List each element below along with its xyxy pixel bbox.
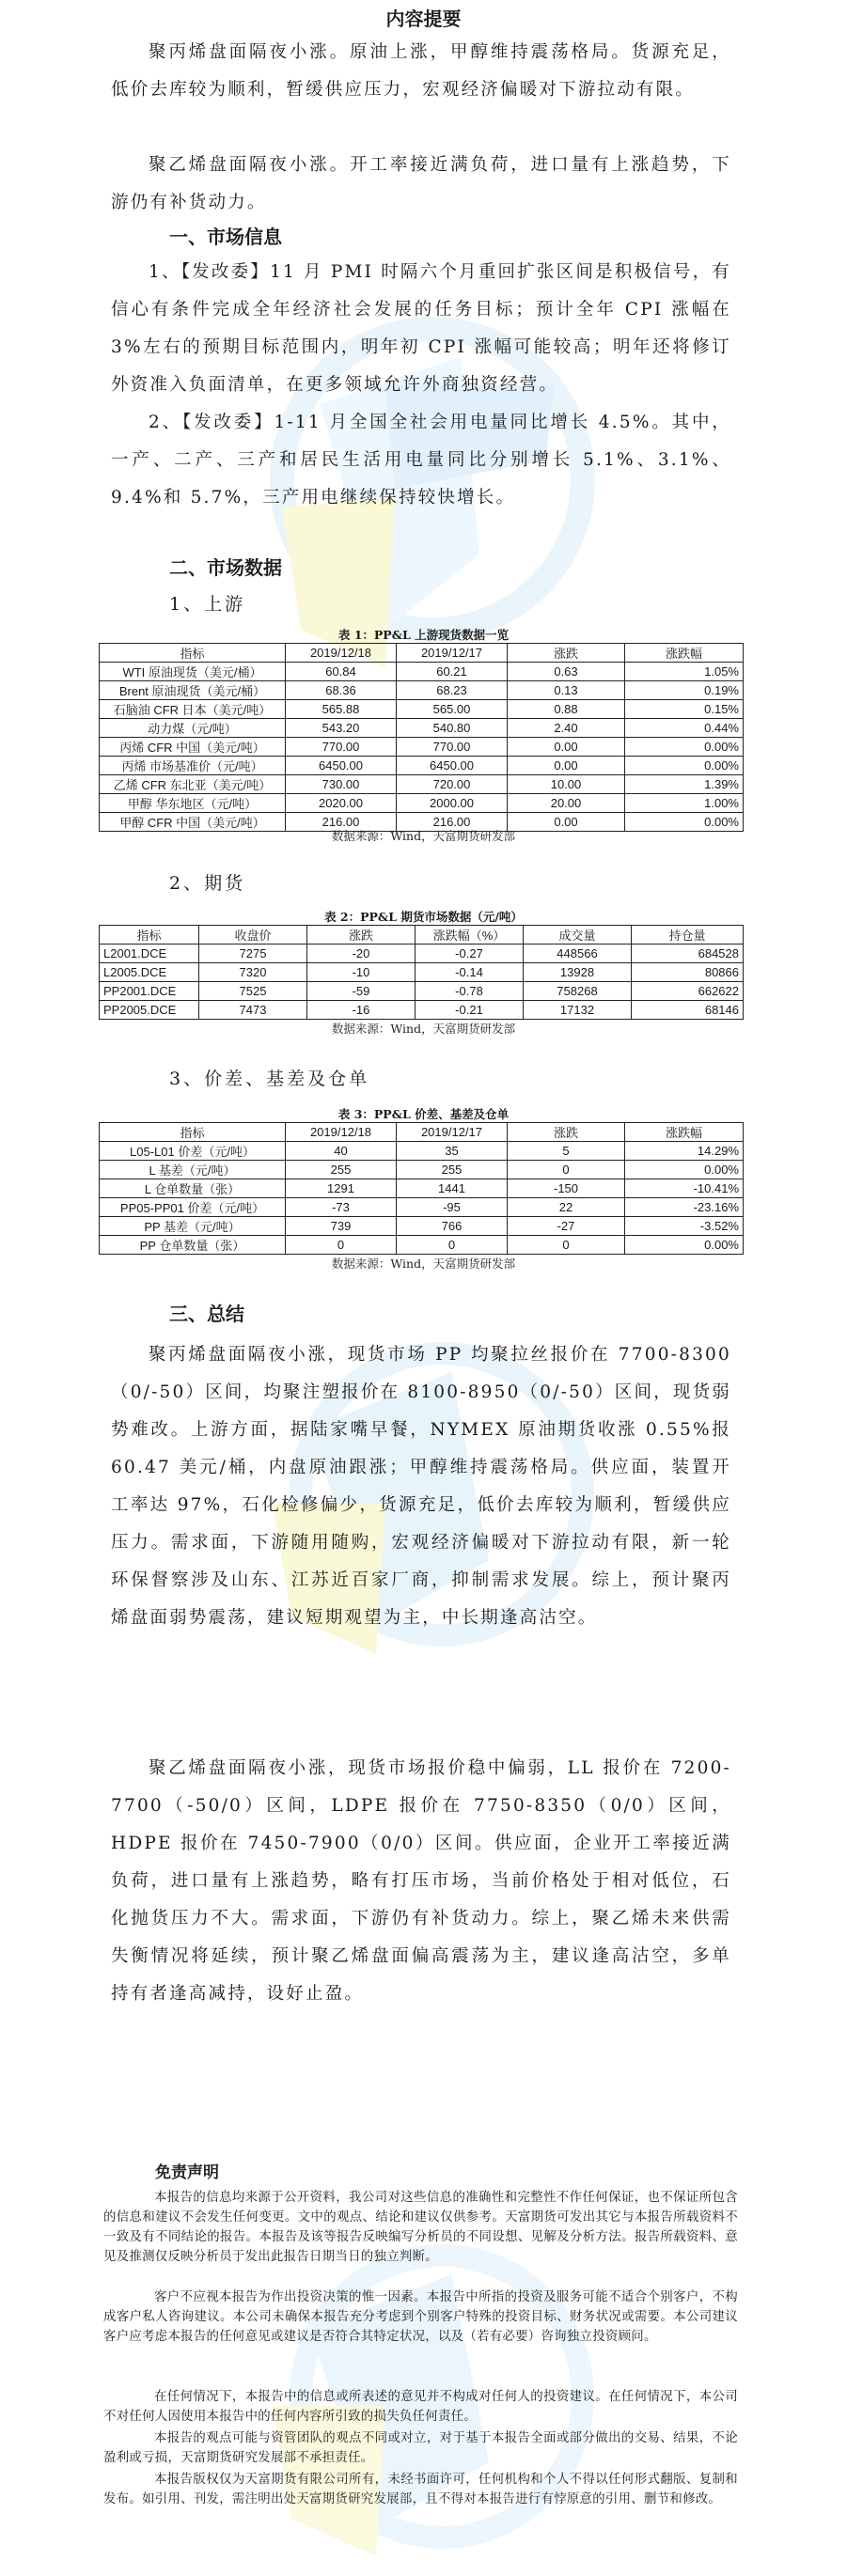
table-cell: 255 bbox=[397, 1161, 508, 1179]
table-cell: 0.13 bbox=[508, 681, 625, 700]
table-cell: 255 bbox=[286, 1161, 397, 1179]
table-cell: 甲醇 CFR 中国（美元/吨） bbox=[100, 813, 286, 832]
column-header: 指标 bbox=[100, 1123, 286, 1142]
table-cell: PP2005.DCE bbox=[100, 1001, 199, 1020]
table-cell: 684528 bbox=[632, 945, 744, 963]
table-cell: 540.80 bbox=[397, 719, 508, 738]
section-heading-market-data: 二、市场数据 bbox=[169, 556, 282, 579]
table-cell: -10.41% bbox=[625, 1179, 744, 1198]
table-cell: 1441 bbox=[397, 1179, 508, 1198]
market-info-paragraph: 2、【发改委】1-11 月全国全社会用电量同比增长 4.5%。其中，一产、二产、三产和居民生活用电量同比分别增长 5.1%、3.1%、9.4%和 5.7%，三产用电继续保持较快增长。 bbox=[111, 413, 731, 507]
table-cell: PP05-PP01 价差（元/吨） bbox=[100, 1198, 286, 1217]
section-heading-market-info: 一、市场信息 bbox=[169, 226, 282, 248]
column-header: 成交量 bbox=[524, 926, 632, 945]
table-cell: 7473 bbox=[199, 1001, 307, 1020]
column-header: 2019/12/17 bbox=[397, 644, 508, 663]
table-cell: L 仓单数量（张） bbox=[100, 1179, 286, 1198]
table-cell: 丙烯 CFR 中国（美元/吨） bbox=[100, 738, 286, 757]
table-cell: 0.00 bbox=[508, 813, 625, 832]
table-row bbox=[100, 945, 744, 963]
table-cell: 1291 bbox=[286, 1179, 397, 1198]
table-cell: 68.36 bbox=[286, 681, 397, 700]
table-cell: 0.00% bbox=[625, 738, 744, 757]
table-cell: 0.00% bbox=[625, 813, 744, 832]
table-row bbox=[100, 1179, 744, 1198]
table-cell: 0.00% bbox=[625, 1236, 744, 1255]
table2-source: 数据来源：Wind，天富期货研发部 bbox=[331, 1022, 516, 1036]
column-header: 收盘价 bbox=[199, 926, 307, 945]
table-cell: 2000.00 bbox=[397, 794, 508, 813]
table-cell: 0 bbox=[286, 1236, 397, 1255]
table-cell: 甲醇 华东地区（元/吨） bbox=[100, 794, 286, 813]
subheading-spread-basis: 3、价差、基差及仓单 bbox=[169, 1069, 370, 1089]
table-cell: 68.23 bbox=[397, 681, 508, 700]
table-cell: 0.19% bbox=[625, 681, 744, 700]
table-cell: L2005.DCE bbox=[100, 963, 199, 982]
table-cell: 0 bbox=[397, 1236, 508, 1255]
table-row bbox=[100, 719, 744, 738]
table-cell: 石脑油 CFR 日本（美元/吨） bbox=[100, 700, 286, 719]
table-cell: WTI 原油现货（美元/桶） bbox=[100, 663, 286, 681]
disclaimer-paragraph: 本报告版权仅为天富期货有限公司所有，未经书面许可，任何机构和个人不得以任何形式翻版、复制和发布。如引用、刊发，需注明出处天富期货研究发展部，且不得对本报告进行有悖原意的引用、删节和修改。 bbox=[103, 2473, 738, 2506]
table-header-row bbox=[100, 926, 744, 945]
table-cell: 2020.00 bbox=[286, 794, 397, 813]
table-cell: -23.16% bbox=[625, 1198, 744, 1217]
table-cell: 80866 bbox=[632, 963, 744, 982]
table-cell: L05-L01 价差（元/吨） bbox=[100, 1142, 286, 1161]
column-header: 2019/12/18 bbox=[286, 644, 397, 663]
table-cell: 乙烯 CFR 东北亚（美元/吨） bbox=[100, 775, 286, 794]
section-heading-summary: 三、总结 bbox=[169, 1303, 244, 1325]
table-cell: 动力煤（元/吨） bbox=[100, 719, 286, 738]
market-info-paragraph: 1、【发改委】11 月 PMI 时隔六个月重回扩张区间是积极信号，有信心有条件完成全年经济社会发展的任务目标；预计全年 CPI 涨幅在 3%左右的预期目标范围内，明年初 CPI 涨幅可能较高；明年还将修订外资准入负面清单，在更多领域允许外商独资经营。 bbox=[111, 262, 731, 395]
table-cell: 216.00 bbox=[397, 813, 508, 832]
table-row bbox=[100, 738, 744, 757]
table-cell: PP 仓单数量（张） bbox=[100, 1236, 286, 1255]
table-cell: 662622 bbox=[632, 982, 744, 1001]
column-header: 指标 bbox=[100, 926, 199, 945]
table-cell: 0.00% bbox=[625, 1161, 744, 1179]
table-row bbox=[100, 775, 744, 794]
table-cell: 7320 bbox=[199, 963, 307, 982]
table3-caption: 表 3：PP&L 价差、基差及仓单 bbox=[337, 1107, 510, 1121]
page-title: 内容提要 bbox=[385, 8, 462, 30]
column-header: 指标 bbox=[100, 644, 286, 663]
table-cell: 22 bbox=[508, 1198, 625, 1217]
table-header-row bbox=[100, 1123, 744, 1142]
table-cell: -59 bbox=[307, 982, 416, 1001]
table-cell: -95 bbox=[397, 1198, 508, 1217]
summary-pe-paragraph: 聚乙烯盘面隔夜小涨，现货市场报价稳中偏弱，LL 报价在 7200-7700（-50/0）区间，LDPE 报价在 7750-8350（0/0）区间，HDPE 报价在 7450-7900（0/0）区间。供应面，企业开工率接近满负荷，进口量有上涨趋势，略有打压市场，当前价格处于相对低位，石化抛货压力不大。需求面，下游仍有补货动力。综上，聚乙烯未来供需失衡情况将延续，预计聚乙烯盘面偏高震荡为主，建议逢高沽空，多单持有者逢高减持，设好止盈。 bbox=[111, 1758, 732, 2004]
disclaimer-paragraph: 在任何情况下，本报告中的信息或所表述的意见并不构成对任何人的投资建议。在任何情况下，本公司不对任何人因使用本报告中的任何内容所引致的损失负任何责任。 bbox=[103, 2390, 738, 2424]
table-row bbox=[100, 1161, 744, 1179]
table-cell: -27 bbox=[508, 1217, 625, 1236]
table1-source: 数据来源：Wind，天富期货研发部 bbox=[331, 829, 516, 843]
table-cell: -0.14 bbox=[416, 963, 524, 982]
table-cell: 565.88 bbox=[286, 700, 397, 719]
table-cell: -0.21 bbox=[416, 1001, 524, 1020]
table-row bbox=[100, 982, 744, 1001]
table3-source: 数据来源：Wind，天富期货研发部 bbox=[331, 1257, 516, 1271]
table-cell: 60.21 bbox=[397, 663, 508, 681]
table-cell: 0.00% bbox=[625, 757, 744, 775]
subheading-futures: 2、期货 bbox=[169, 873, 246, 894]
table-cell: 758268 bbox=[524, 982, 632, 1001]
table-cell: -0.27 bbox=[416, 945, 524, 963]
column-header: 2019/12/17 bbox=[397, 1123, 508, 1142]
column-header: 持仓量 bbox=[632, 926, 744, 945]
disclaimer-paragraph: 本报告的信息均来源于公开资料，我公司对这些信息的准确性和完整性不作任何保证，也不保证所包含的信息和建议不会发生任何变更。文中的观点、结论和建议仅供参考。天富期货可发出其它与本报告所载资料不一致及有不同结论的报告。本报告及该等报告反映编写分析员的不同设想、见解及分析方法。报告所载资料、意见及推测仅反映分析员于发出此报告日期当日的独立判断。 bbox=[103, 2191, 738, 2264]
table-cell: 216.00 bbox=[286, 813, 397, 832]
table-cell: 7275 bbox=[199, 945, 307, 963]
table-cell: 0 bbox=[508, 1236, 625, 1255]
spread-basis-table bbox=[99, 1122, 744, 1255]
futures-market-table bbox=[99, 925, 744, 1020]
table-cell: 0.63 bbox=[508, 663, 625, 681]
table-row bbox=[100, 700, 744, 719]
table-cell: 60.84 bbox=[286, 663, 397, 681]
summary-paragraph: 聚乙烯盘面隔夜小涨。开工率接近满负荷，进口量有上涨趋势，下游仍有补货动力。 bbox=[111, 155, 731, 212]
table-cell: 2.40 bbox=[508, 719, 625, 738]
table-row bbox=[100, 663, 744, 681]
table-cell: 1.39% bbox=[625, 775, 744, 794]
table-cell: 6450.00 bbox=[286, 757, 397, 775]
table-cell: -0.78 bbox=[416, 982, 524, 1001]
column-header: 涨跌 bbox=[508, 644, 625, 663]
table-cell: -20 bbox=[307, 945, 416, 963]
table-cell: 20.00 bbox=[508, 794, 625, 813]
table-cell: 1.05% bbox=[625, 663, 744, 681]
table-cell: 720.00 bbox=[397, 775, 508, 794]
table-cell: PP2001.DCE bbox=[100, 982, 199, 1001]
table-cell: -3.52% bbox=[625, 1217, 744, 1236]
column-header: 涨跌 bbox=[307, 926, 416, 945]
table-cell: 0.00 bbox=[508, 738, 625, 757]
table-cell: 丙烯 市场基准价（元/吨） bbox=[100, 757, 286, 775]
table-row bbox=[100, 1142, 744, 1161]
table1-caption: 表 1：PP&L 上游现货数据一览 bbox=[337, 628, 510, 642]
subheading-upstream: 1、上游 bbox=[169, 594, 246, 615]
table-cell: 0.44% bbox=[625, 719, 744, 738]
table-cell: 1.00% bbox=[625, 794, 744, 813]
table-cell: -16 bbox=[307, 1001, 416, 1020]
table-cell: 5 bbox=[508, 1142, 625, 1161]
table-row bbox=[100, 963, 744, 982]
table-row bbox=[100, 1217, 744, 1236]
table-cell: PP 基差（元/吨） bbox=[100, 1217, 286, 1236]
summary-pp-paragraph: 聚丙烯盘面隔夜小涨，现货市场 PP 均聚拉丝报价在 7700-8300（0/-50）区间，均聚注塑报价在 8100-8950（0/-50）区间，现货弱势难改。上游方面，据陆家嘴早餐，NYMEX 原油期货收涨 0.55%报 60.47 美元/桶，内盘原油跟涨；甲醇维持震荡格局。供应面，装置开工率达 97%，石化检修偏少，货源充足，低价去库较为顺利，暂缓供应压力。需求面，下游随用随购，宏观经济偏暖对下游拉动有限，新一轮环保督察涉及山东、江苏近百家厂商，抑制需求发展。综上，预计聚丙烯盘面弱势震荡，建议短期观望为主，中长期逢高沽空。 bbox=[111, 1345, 731, 1628]
upstream-spot-table bbox=[99, 643, 744, 832]
table-cell: 13928 bbox=[524, 963, 632, 982]
table-cell: 10.00 bbox=[508, 775, 625, 794]
table2-caption: 表 2：PP&L 期货市场数据（元/吨） bbox=[324, 910, 523, 924]
table-cell: 766 bbox=[397, 1217, 508, 1236]
table-cell: 17132 bbox=[524, 1001, 632, 1020]
table-row bbox=[100, 1236, 744, 1255]
disclaimer-title: 免责声明 bbox=[155, 2163, 219, 2182]
table-cell: 14.29% bbox=[625, 1142, 744, 1161]
table-cell: L 基差（元/吨） bbox=[100, 1161, 286, 1179]
table-cell: -10 bbox=[307, 963, 416, 982]
column-header: 2019/12/18 bbox=[286, 1123, 397, 1142]
table-cell: L2001.DCE bbox=[100, 945, 199, 963]
table-row bbox=[100, 794, 744, 813]
table-cell: 739 bbox=[286, 1217, 397, 1236]
table-cell: -150 bbox=[508, 1179, 625, 1198]
table-cell: 6450.00 bbox=[397, 757, 508, 775]
table-header-row bbox=[100, 644, 744, 663]
table-cell: 40 bbox=[286, 1142, 397, 1161]
table-cell: -73 bbox=[286, 1198, 397, 1217]
table-cell: 0.00 bbox=[508, 757, 625, 775]
summary-paragraph: 聚丙烯盘面隔夜小涨。原油上涨，甲醇维持震荡格局。货源充足，低价去库较为顺利，暂缓供应压力，宏观经济偏暖对下游拉动有限。 bbox=[111, 42, 731, 100]
table-row bbox=[100, 1001, 744, 1020]
column-header: 涨跌 bbox=[508, 1123, 625, 1142]
table-cell: 770.00 bbox=[397, 738, 508, 757]
table-cell: 448566 bbox=[524, 945, 632, 963]
column-header: 涨跌幅（%） bbox=[416, 926, 524, 945]
table-cell: 0 bbox=[508, 1161, 625, 1179]
table-row bbox=[100, 1198, 744, 1217]
table-cell: Brent 原油现货（美元/桶） bbox=[100, 681, 286, 700]
column-header: 涨跌幅 bbox=[625, 644, 744, 663]
table-row bbox=[100, 681, 744, 700]
table-cell: 730.00 bbox=[286, 775, 397, 794]
table-cell: 770.00 bbox=[286, 738, 397, 757]
table-cell: 0.15% bbox=[625, 700, 744, 719]
table-cell: 7525 bbox=[199, 982, 307, 1001]
table-cell: 565.00 bbox=[397, 700, 508, 719]
table-cell: 543.20 bbox=[286, 719, 397, 738]
table-cell: 0.88 bbox=[508, 700, 625, 719]
table-row bbox=[100, 757, 744, 775]
table-cell: 68146 bbox=[632, 1001, 744, 1020]
table-cell: 35 bbox=[397, 1142, 508, 1161]
disclaimer-paragraph: 本报告的观点可能与资管团队的观点不同或对立，对于基于本报告全面或部分做出的交易、结果，不论盈利或亏损，天富期货研究发展部不承担责任。 bbox=[103, 2431, 738, 2465]
column-header: 涨跌幅 bbox=[625, 1123, 744, 1142]
disclaimer-paragraph: 客户不应视本报告为作出投资决策的惟一因素。本报告中所指的投资及服务可能不适合个别客户，不构成客户私人咨询建议。本公司未确保本报告充分考虑到个别客户特殊的投资目标、财务状况或需要。本公司建议客户应考虑本报告的任何意见或建议是否符合其特定状况，以及（若有必要）咨询独立投资顾问。 bbox=[103, 2290, 738, 2344]
